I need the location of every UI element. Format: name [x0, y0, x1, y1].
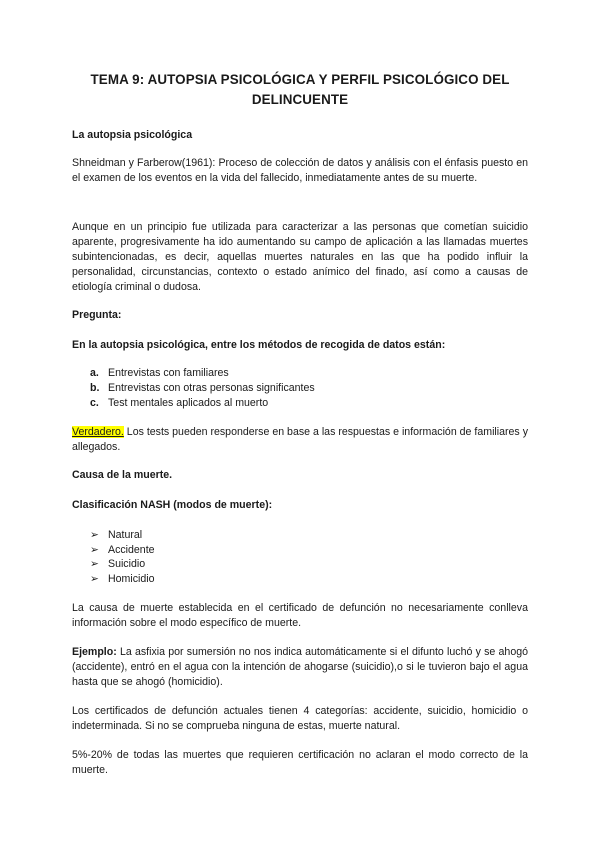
paragraph-porcentaje: 5%-20% de todas las muertes que requieren certificación no aclaran el modo correcto de la muerte. [72, 749, 528, 776]
section-heading-causa: Causa de la muerte. [72, 469, 173, 481]
answer-explanation: Los tests pueden responderse en base a las respuestas e información de familiares y allegados. [72, 426, 528, 453]
arrow-bullet-icon: ➢ [90, 529, 99, 541]
section-heading-autopsia: La autopsia psicológica [72, 129, 193, 141]
list-item [90, 543, 155, 558]
option-marker: c. [90, 397, 99, 409]
example-label: Ejemplo: [72, 646, 117, 658]
title-line-1: TEMA 9: AUTOPSIA PSICOLÓGICA Y PERFIL PSICOLÓGICO DEL [90, 72, 510, 87]
nash-item-natural: Natural [108, 529, 143, 541]
title-line-2: DELINCUENTE [251, 92, 349, 107]
nash-heading: Clasificación NASH (modos de muerte): [72, 499, 273, 511]
option-marker: b. [90, 382, 100, 394]
option-item [90, 381, 315, 396]
example-text: La asfixia por sumersión no nos indica automáticamente si el difunto luchó y se ahogó (accidente), entró en el agua con la intención de ahogarse (suicidio),o si le tuvieron bajo el agua hasta que se ahogó (homicidio). [72, 646, 528, 688]
option-item [90, 396, 268, 411]
option-text: Entrevistas con otras personas significantes [108, 382, 315, 394]
paragraph-certificado: La causa de muerte establecida en el certificado de defunción no necesariamente conlleva información sobre el modo específico de muerte. [72, 602, 528, 629]
example-paragraph [72, 645, 528, 690]
question-text: En la autopsia psicológica, entre los métodos de recogida de datos están: [72, 339, 446, 351]
pregunta-label: Pregunta: [72, 309, 122, 321]
arrow-bullet-icon: ➢ [90, 544, 99, 556]
answer-highlight: Verdadero. [72, 426, 124, 438]
answer-paragraph [72, 425, 528, 455]
list-item [90, 528, 142, 543]
arrow-bullet-icon: ➢ [90, 573, 99, 585]
nash-item-accidente: Accidente [108, 544, 155, 556]
option-item [90, 366, 229, 381]
option-text: Test mentales aplicados al muerto [108, 397, 269, 409]
page-title [72, 70, 528, 110]
arrow-bullet-icon: ➢ [90, 558, 99, 570]
nash-item-suicidio: Suicidio [108, 558, 146, 570]
list-item [90, 572, 155, 587]
paragraph-categorias: Los certificados de defunción actuales tienen 4 categorías: accidente, suicidio, homicidio o indeterminada. Si no se comprueba ninguna de estas, muerte natural. [72, 705, 528, 732]
nash-item-homicidio: Homicidio [108, 573, 155, 585]
paragraph-aplicacion: Aunque en un principio fue utilizada para caracterizar a las personas que cometían suicidio aparente, progresivamente ha ido aumentando su campo de aplicación a las llamadas muertes subintencionadas, es decir, aquellas muertes naturales en las que ha podido influir la personalidad, circunstancias, contexto o estado anímico del finado, así como a causas de etiología criminal o dudosa. [72, 221, 528, 293]
list-item [90, 557, 145, 572]
option-marker: a. [90, 367, 99, 379]
paragraph-definition: Shneidman y Farberow(1961): Proceso de colección de datos y análisis con el énfasis puesto en el examen de los eventos en la vida del fallecido, inmediatamente antes de su muerte. [72, 157, 528, 184]
option-text: Entrevistas con familiares [108, 367, 229, 379]
